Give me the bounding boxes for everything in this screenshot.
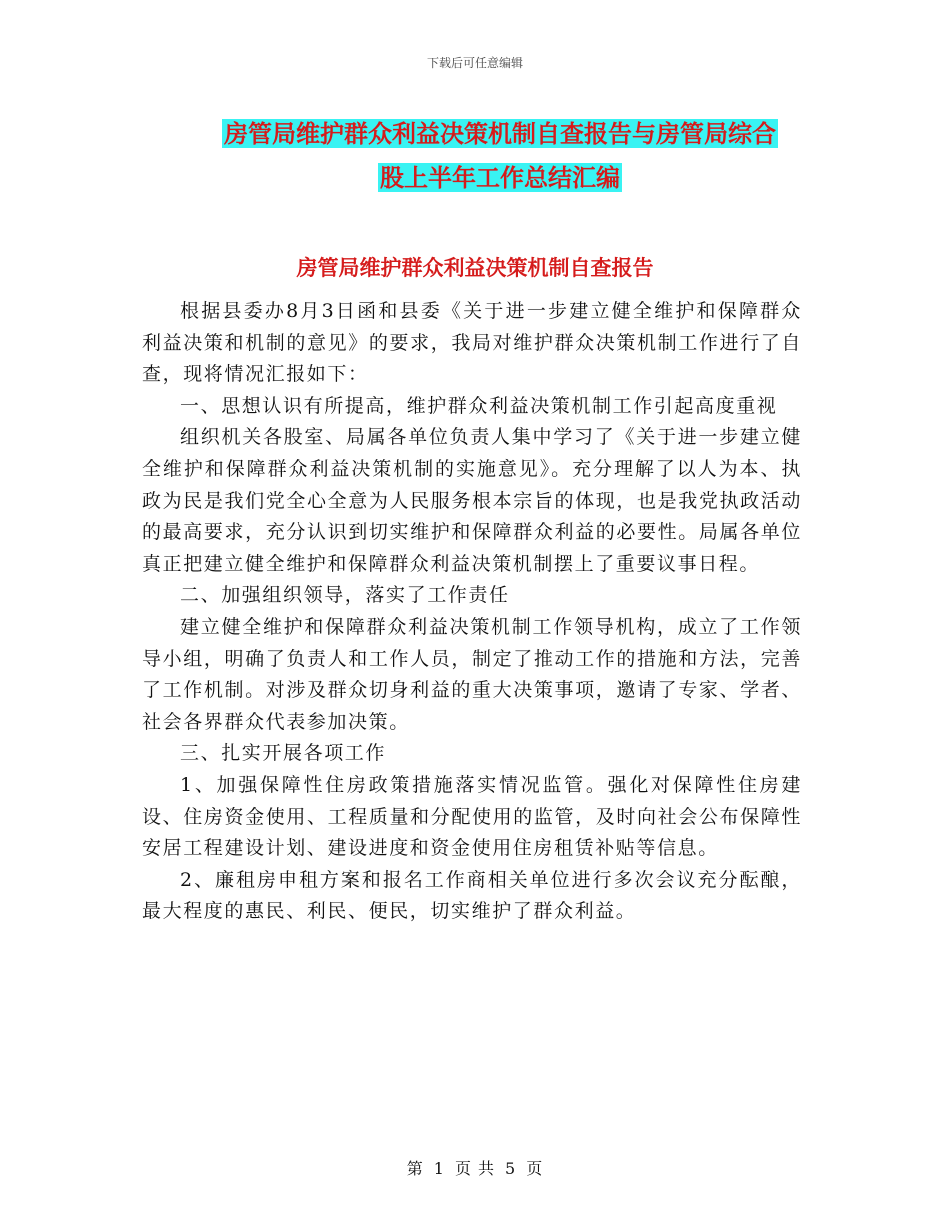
paragraph: 2、廉租房申租方案和报名工作商相关单位进行多次会议充分酝酿，最大程度的惠民、利民、便民，切实维护了群众利益。 bbox=[142, 868, 802, 923]
paragraph: 组织机关各股室、局属各单位负责人集中学习了《关于进一步建立健全维护和保障群众利益决策机制的实施意见》。充分理解了以人为本、执政为民是我们党全心全意为人民服务根本宗旨的体现，也是我党执政活动的最高要求，充分认识到切实维护和保障群众利益的必要性。局属各单位真正把建立健全维护和保障群众利益决策机制摆上了重要议事日程。 bbox=[142, 426, 802, 575]
paragraph: 根据县委办8月3日函和县委《关于进一步建立健全维护和保障群众利益决策和机制的意见》的要求，我局对维护群众决策机制工作进行了自查，现将情况汇报如下： bbox=[142, 300, 802, 386]
paragraph-heading: 二、加强组织领导，落实了工作责任 bbox=[180, 584, 510, 607]
body-text bbox=[142, 296, 802, 928]
footer-suffix: 页 bbox=[526, 1159, 544, 1178]
footer-mid: 页 共 bbox=[454, 1159, 496, 1178]
document-title-line-1: 房管局维护群众利益决策机制自查报告与房管局综合 bbox=[224, 119, 776, 148]
section-title: 房管局维护群众利益决策机制自查报告 bbox=[296, 255, 654, 280]
page-number: 1 bbox=[433, 1159, 445, 1178]
paragraph: 建立健全维护和保障群众利益决策机制工作领导机构，成立了工作领导小组，明确了负责人和工作人员，制定了推动工作的措施和方法，完善了工作机制。对涉及群众切身利益的重大决策事项，邀请了专家、学者、社会各界群众代表参加决策。 bbox=[142, 615, 802, 733]
paragraph: 1、加强保障性住房政策措施落实情况监管。强化对保障性住房建设、住房资金使用、工程质量和分配使用的监管，及时向社会公布保障性安居工程建设计划、建设进度和资金使用住房租赁补贴等信息。 bbox=[142, 773, 802, 860]
page-footer bbox=[0, 1156, 950, 1179]
footer-prefix: 第 bbox=[406, 1159, 424, 1178]
paragraph-heading: 三、扎实开展各项工作 bbox=[180, 742, 387, 765]
document-title bbox=[180, 112, 820, 200]
document-title-line-2: 股上半年工作总结汇编 bbox=[380, 163, 620, 192]
header-note: 下载后可任意编辑 bbox=[426, 56, 523, 70]
paragraph-heading: 一、思想认识有所提高，维护群众利益决策机制工作引起高度重视 bbox=[180, 394, 778, 417]
page-total: 5 bbox=[505, 1159, 517, 1178]
